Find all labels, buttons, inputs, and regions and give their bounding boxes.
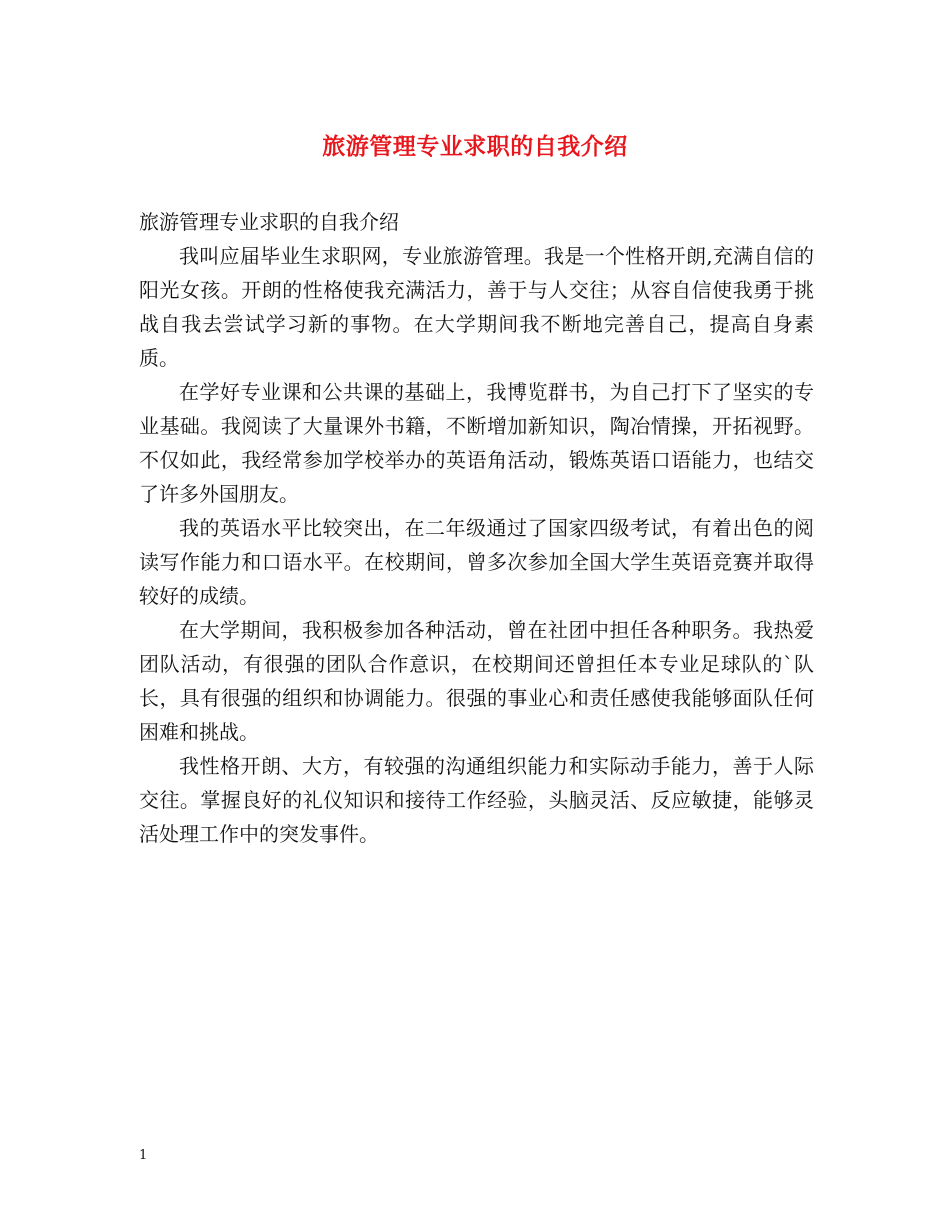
document-subtitle: 旅游管理专业求职的自我介绍	[139, 210, 399, 234]
paragraph-study: 在学好专业课和公共课的基础上，我博览群书，为自己打下了坚实的专业基础。我阅读了大量课外书籍，不断增加新知识，陶冶情操，开拓视野。不仅如此，我经常参加学校举办的英语角活动，锻炼英语口语能力，也结交了许多外国朋友。	[139, 380, 814, 506]
paragraph-personality: 我性格开朗、大方，有较强的沟通组织能力和实际动手能力，善于人际交往。掌握良好的礼仪知识和接待工作经验，头脑灵活、反应敏捷，能够灵活处理工作中的突发事件。	[139, 754, 814, 846]
document-title: 旅游管理专业求职的自我介绍	[322, 133, 628, 160]
paragraph-activities: 在大学期间，我积极参加各种活动，曾在社团中担任各种职务。我热爱团队活动，有很强的团队合作意识，在校期间还曾担任本专业足球队的`队长，具有很强的组织和协调能力。很强的事业心和责任感使我能够面队任何困难和挑战。	[139, 618, 814, 744]
paragraph-english: 我的英语水平比较突出，在二年级通过了国家四级考试，有着出色的阅读写作能力和口语水平。在校期间，曾多次参加全国大学生英语竞赛并取得较好的成绩。	[139, 516, 814, 608]
document-body	[139, 205, 814, 851]
paragraph-intro: 我叫应届毕业生求职网，专业旅游管理。我是一个性格开朗,充满自信的阳光女孩。开朗的性格使我充满活力，善于与人交往；从容自信使我勇于挑战自我去尝试学习新的事物。在大学期间我不断地完善自己，提高自身素质。	[139, 244, 814, 370]
page-number: 1	[139, 1148, 148, 1163]
